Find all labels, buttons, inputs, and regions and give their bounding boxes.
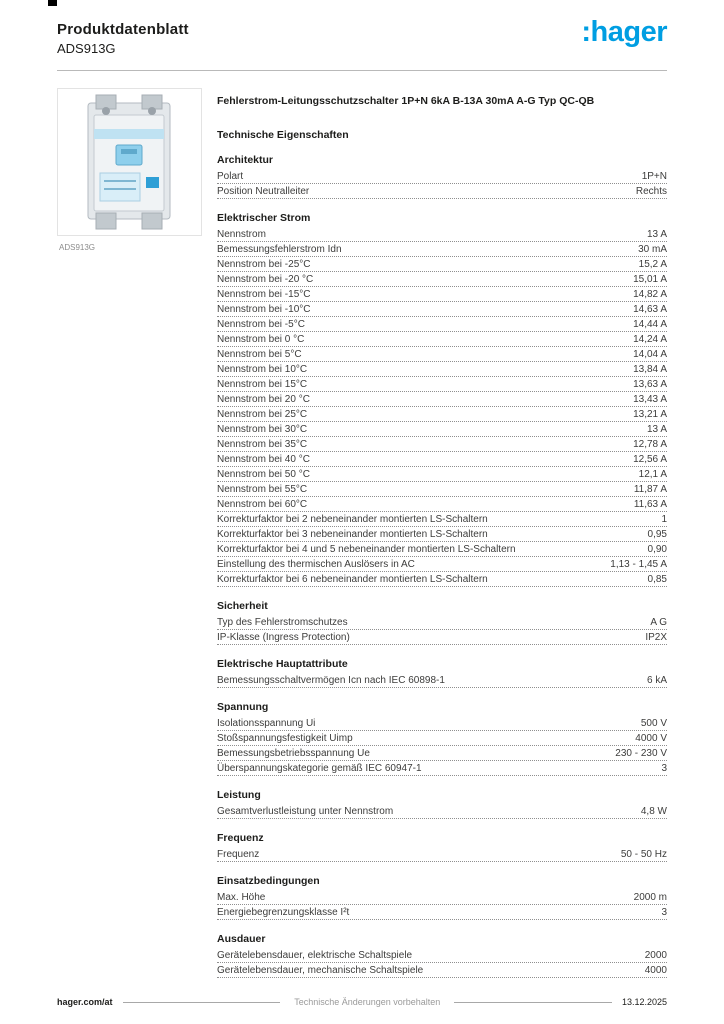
spec-value: 0,90 — [647, 544, 667, 555]
footer-divider-right — [454, 1002, 612, 1003]
spec-value: 14,44 A — [633, 319, 667, 330]
spec-group-title: Elektrischer Strom — [217, 212, 311, 224]
product-image — [57, 88, 202, 236]
spec-main — [217, 95, 667, 978]
spec-value: 13,43 A — [633, 394, 667, 405]
spec-row — [217, 890, 667, 905]
spec-group-title: Einsatzbedingungen — [217, 875, 320, 887]
spec-group-title: Leistung — [217, 789, 261, 801]
spec-label: Gesamtverlustleistung unter Nennstrom — [217, 806, 394, 817]
spec-row — [217, 169, 667, 184]
spec-value: 30 mA — [638, 244, 667, 255]
spec-value: 13,21 A — [633, 409, 667, 420]
spec-group — [217, 933, 667, 978]
spec-row — [217, 527, 667, 542]
spec-row — [217, 746, 667, 761]
spec-label: Nennstrom bei 15°C — [217, 379, 308, 390]
spec-row — [217, 497, 667, 512]
spec-label: Nennstrom bei -5°C — [217, 319, 305, 330]
spec-value: 50 - 50 Hz — [620, 849, 667, 860]
spec-label: Nennstrom bei 60°C — [217, 499, 308, 510]
spec-label: Gerätelebensdauer, mechanische Schaltspiele — [217, 965, 424, 976]
spec-label: Korrekturfaktor bei 3 nebeneinander montierten LS-Schaltern — [217, 529, 488, 540]
spec-row — [217, 332, 667, 347]
spec-label: Isolationsspannung Ui — [217, 718, 316, 729]
spec-label: Korrekturfaktor bei 2 nebeneinander montierten LS-Schaltern — [217, 514, 488, 525]
spec-group — [217, 658, 667, 688]
page-header — [57, 21, 189, 56]
spec-row — [217, 287, 667, 302]
spec-value: 4000 V — [635, 733, 667, 744]
spec-row — [217, 482, 667, 497]
spec-label: Energiebegrenzungsklasse I²t — [217, 907, 350, 918]
spec-row — [217, 905, 667, 920]
spec-group — [217, 701, 667, 776]
spec-group — [217, 789, 667, 819]
spec-value: 13 A — [646, 229, 667, 240]
spec-label: Max. Höhe — [217, 892, 266, 903]
spec-label: IP-Klasse (Ingress Protection) — [217, 632, 350, 643]
spec-value: 11,87 A — [633, 484, 667, 495]
spec-value: 12,78 A — [633, 439, 667, 450]
spec-label: Nennstrom bei 10°C — [217, 364, 308, 375]
footer-date: 13.12.2025 — [621, 997, 667, 1007]
spec-label: Typ des Fehlerstromschutzes — [217, 617, 348, 628]
spec-value: 11,63 A — [633, 499, 667, 510]
header-divider — [57, 70, 667, 71]
footer-divider-left — [123, 1002, 281, 1003]
spec-row — [217, 302, 667, 317]
spec-label: Nennstrom bei -20 °C — [217, 274, 314, 285]
spec-label: Position Neutralleiter — [217, 186, 310, 197]
spec-row — [217, 761, 667, 776]
spec-row — [217, 392, 667, 407]
spec-value: 12,1 A — [638, 469, 667, 480]
spec-value: 14,04 A — [633, 349, 667, 360]
spec-label: Nennstrom bei 5°C — [217, 349, 302, 360]
spec-row — [217, 377, 667, 392]
spec-row — [217, 615, 667, 630]
spec-label: Gerätelebensdauer, elektrische Schaltspiele — [217, 950, 413, 961]
spec-label: Korrekturfaktor bei 6 nebeneinander montierten LS-Schaltern — [217, 574, 488, 585]
spec-group-title: Ausdauer — [217, 933, 266, 945]
spec-value: 15,01 A — [633, 274, 667, 285]
spec-group — [217, 600, 667, 645]
spec-label: Nennstrom bei 40 °C — [217, 454, 310, 465]
spec-value: 230 - 230 V — [615, 748, 667, 759]
spec-label: Polart — [217, 171, 244, 182]
spec-label: Nennstrom bei 30°C — [217, 424, 308, 435]
spec-value: 13,63 A — [633, 379, 667, 390]
crop-mark — [48, 0, 57, 6]
spec-label: Bemessungsbetriebsspannung Ue — [217, 748, 370, 759]
spec-value: 2000 — [644, 950, 667, 961]
spec-row — [217, 512, 667, 527]
spec-label: Nennstrom bei -25°C — [217, 259, 311, 270]
product-image-caption: ADS913G — [59, 243, 96, 252]
spec-group-title: Architektur — [217, 154, 274, 166]
product-title: Fehlerstrom-Leitungsschutzschalter 1P+N 6kA B-13A 30mA A-G Typ QC-QB — [217, 95, 595, 107]
spec-value: 14,82 A — [633, 289, 667, 300]
spec-label: Nennstrom bei -15°C — [217, 289, 311, 300]
document-title: Produktdatenblatt — [57, 21, 189, 38]
spec-row — [217, 963, 667, 978]
spec-row — [217, 847, 667, 862]
spec-group-title: Elektrische Hauptattribute — [217, 658, 348, 670]
spec-label: Überspannungskategorie gemäß IEC 60947-1 — [217, 763, 422, 774]
spec-row — [217, 731, 667, 746]
spec-value: 13 A — [646, 424, 667, 435]
spec-row — [217, 257, 667, 272]
spec-value: 2000 m — [633, 892, 667, 903]
spec-label: Nennstrom bei 0 °C — [217, 334, 305, 345]
spec-value: 1,13 - 1,45 A — [610, 559, 667, 570]
spec-row — [217, 716, 667, 731]
spec-group — [217, 832, 667, 862]
spec-label: Stoßspannungsfestigkeit Uimp — [217, 733, 353, 744]
spec-group-title: Spannung — [217, 701, 269, 713]
spec-label: Bemessungsschaltvermögen Icn nach IEC 60898-1 — [217, 675, 445, 686]
spec-label: Nennstrom bei 50 °C — [217, 469, 310, 480]
spec-row — [217, 557, 667, 572]
spec-row — [217, 572, 667, 587]
spec-label: Nennstrom bei 55°C — [217, 484, 308, 495]
spec-group — [217, 212, 667, 587]
spec-value: 13,84 A — [633, 364, 667, 375]
spec-group-title: Frequenz — [217, 832, 264, 844]
spec-row — [217, 467, 667, 482]
spec-row — [217, 422, 667, 437]
spec-value: 4,8 W — [640, 806, 667, 817]
spec-row — [217, 317, 667, 332]
spec-row — [217, 272, 667, 287]
spec-row — [217, 362, 667, 377]
spec-label: Nennstrom bei 25°C — [217, 409, 308, 420]
spec-row — [217, 804, 667, 819]
spec-value: 1P+N — [641, 171, 667, 182]
spec-value: 14,63 A — [633, 304, 667, 315]
spec-value: 4000 — [644, 965, 667, 976]
spec-value: Rechts — [635, 186, 667, 197]
footer-notice: Technische Änderungen vorbehalten — [294, 997, 441, 1007]
spec-row — [217, 227, 667, 242]
spec-value: IP2X — [645, 632, 667, 643]
spec-label: Nennstrom bei 35°C — [217, 439, 308, 450]
spec-value: 500 V — [640, 718, 667, 729]
spec-row — [217, 452, 667, 467]
spec-value: 1 — [661, 514, 667, 525]
spec-row — [217, 542, 667, 557]
spec-label: Korrekturfaktor bei 4 und 5 nebeneinander montierten LS-Schaltern — [217, 544, 516, 555]
spec-value: 0,85 — [647, 574, 667, 585]
spec-value: 3 — [661, 763, 667, 774]
breaker-illustration — [58, 89, 201, 235]
spec-row — [217, 673, 667, 688]
spec-label: Nennstrom bei 20 °C — [217, 394, 310, 405]
footer-site-link[interactable]: hager.com/at — [57, 997, 113, 1007]
spec-row — [217, 948, 667, 963]
spec-row — [217, 437, 667, 452]
spec-value: 6 kA — [646, 675, 667, 686]
hager-logo: :hager — [581, 16, 667, 48]
spec-value: A G — [650, 617, 667, 628]
spec-group — [217, 875, 667, 920]
spec-label: Nennstrom — [217, 229, 266, 240]
product-code: ADS913G — [57, 41, 116, 56]
spec-value: 3 — [661, 907, 667, 918]
spec-label: Frequenz — [217, 849, 260, 860]
spec-value: 0,95 — [647, 529, 667, 540]
page-footer — [57, 997, 667, 1007]
spec-group-title: Sicherheit — [217, 600, 268, 612]
spec-label: Nennstrom bei -10°C — [217, 304, 311, 315]
spec-groups — [217, 154, 667, 978]
spec-label: Bemessungsfehlerstrom Idn — [217, 244, 342, 255]
spec-row — [217, 407, 667, 422]
spec-row — [217, 184, 667, 199]
tech-properties-heading: Technische Eigenschaften — [217, 129, 349, 141]
spec-row — [217, 242, 667, 257]
spec-value: 12,56 A — [633, 454, 667, 465]
spec-group — [217, 154, 667, 199]
spec-value: 15,2 A — [638, 259, 667, 270]
spec-value: 14,24 A — [633, 334, 667, 345]
spec-label: Einstellung des thermischen Auslösers in AC — [217, 559, 415, 570]
spec-row — [217, 630, 667, 645]
spec-row — [217, 347, 667, 362]
